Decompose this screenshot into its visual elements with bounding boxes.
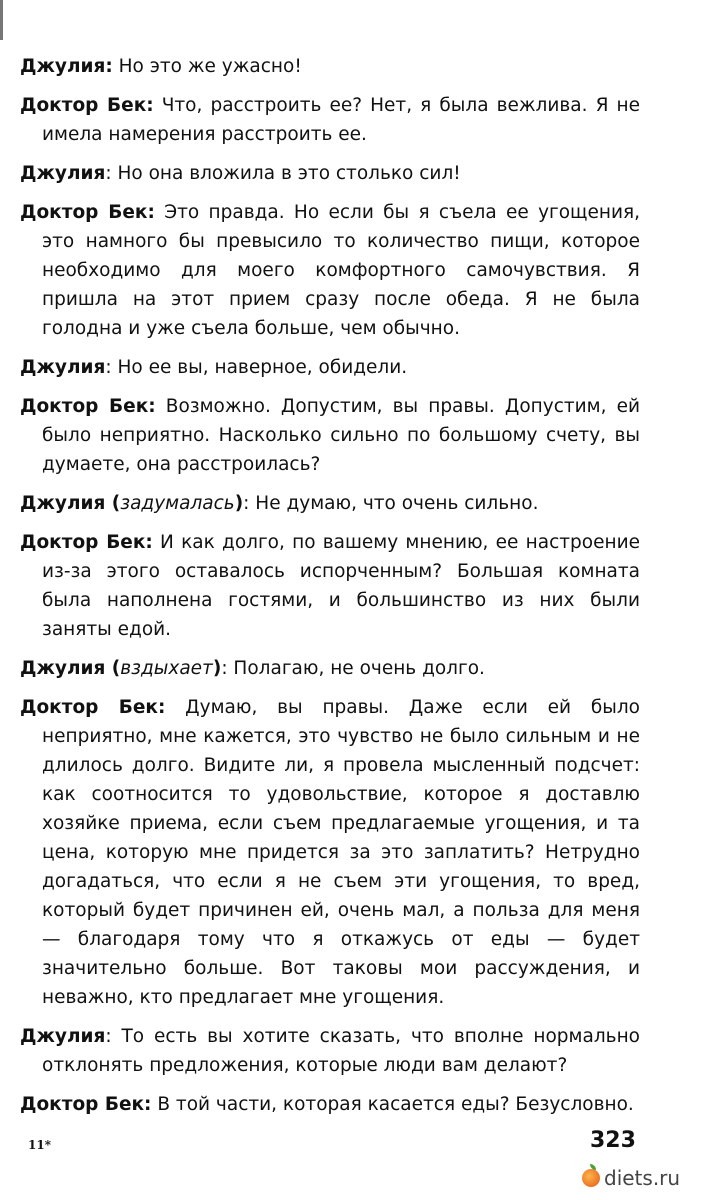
dialogue-turn: [20, 528, 640, 644]
speech-text: И как долго, по вашему мнению, ее настроение из-за этого оставалось испорченным? Большая комната была наполнена гостями, и большинство из них были заняты едой.: [42, 532, 640, 640]
speech-text: Что, расстроить ее? Нет, я была вежлива. Я не имела намерения расстроить ее.: [42, 95, 640, 145]
speaker-name: Джулия: [20, 357, 106, 378]
speaker-name: Джулия: [20, 163, 106, 184]
speaker-name: Доктор Бек:: [20, 95, 154, 116]
dialogue-turn: [20, 52, 640, 81]
speech-text: : Полагаю, не очень долго.: [221, 658, 485, 679]
dialogue-turn: [20, 1090, 640, 1119]
speech-text: : Но ее вы, наверное, обидели.: [105, 357, 408, 378]
speaker-name: Доктор Бек:: [20, 1094, 152, 1115]
dialogue-turn: [20, 489, 640, 518]
dialogue-turn: [20, 654, 640, 683]
dialogue-turn: [20, 91, 640, 149]
speaker-name: Доктор Бек:: [20, 532, 153, 553]
printer-signature: 11*: [28, 1138, 51, 1152]
speech-text: Думаю, вы правы. Даже если ей было неприятно, мне кажется, это чувство не было сильным и не длилось долго. Видите ли, я провела мысленный подсчет: как соотносится то удовольствие, которое я доставлю хозяйке приема, если съем предлагаемые угощения, и та цена, которую мне придется за это заплатить? Нетрудно догадаться, что если я не съем эти угощения, то вред, который будет причинен ей, очень мал, а польза для меня — благодаря тому что я откажусь от еды — будет значительно больше. Вот таковы мои рассуждения, и неважно, кто предлагает мне угощения.: [42, 697, 640, 1008]
speaker-name: Доктор Бек:: [20, 697, 166, 718]
stage-direction: задумалась: [120, 493, 235, 514]
stage-direction-close: ): [212, 658, 222, 679]
page-number: 323: [590, 1128, 636, 1153]
speech-text: Это правда. Но если бы я съела ее угощения, это намного бы превысило то количество пищи, которое необходимо для моего комфортного самочувствия. Я пришла на этот прием сразу после обеда. Я не была голодна и уже съела больше, чем обычно.: [42, 202, 640, 339]
dialogue-turn: [20, 1022, 640, 1080]
watermark-text: diets.ru: [604, 1166, 681, 1190]
speech-text: : То есть вы хотите сказать, что вполне нормально отклонять предложения, которые люди вам делают?: [42, 1026, 640, 1076]
speaker-name: Доктор Бек:: [20, 202, 155, 223]
stage-direction-open: (: [105, 493, 121, 514]
dialogue-turn: [20, 392, 640, 479]
apple-icon: [582, 1169, 600, 1187]
speech-text: Возможно. Допустим, вы правы. Допустим, ей было неприятно. Насколько сильно по большому счету, вы думаете, она расстроилась?: [42, 396, 640, 475]
stage-direction-close: ): [234, 493, 244, 514]
speech-text: В той части, которая касается еды? Безусловно.: [151, 1094, 634, 1115]
stage-direction-open: (: [105, 658, 121, 679]
dialogue-turn: [20, 198, 640, 343]
dialogue-turn: [20, 159, 640, 188]
stage-direction: вздыхает: [120, 658, 213, 679]
dialogue-turn: [20, 693, 640, 1012]
speaker-name: Доктор Бек:: [20, 396, 156, 417]
speaker-name: Джулия:: [20, 56, 113, 77]
speaker-name: Джулия: [20, 1026, 106, 1047]
dialogue: [20, 52, 640, 1129]
speaker-name: Джулия: [20, 658, 106, 679]
speech-text: : Не думаю, что очень сильно.: [243, 493, 539, 514]
site-watermark: [582, 1166, 680, 1190]
speaker-name: Джулия: [20, 493, 106, 514]
speech-text: : Но она вложила в это столько сил!: [105, 163, 461, 184]
dialogue-turn: [20, 353, 640, 382]
speech-text: Но это же ужасно!: [112, 56, 302, 77]
